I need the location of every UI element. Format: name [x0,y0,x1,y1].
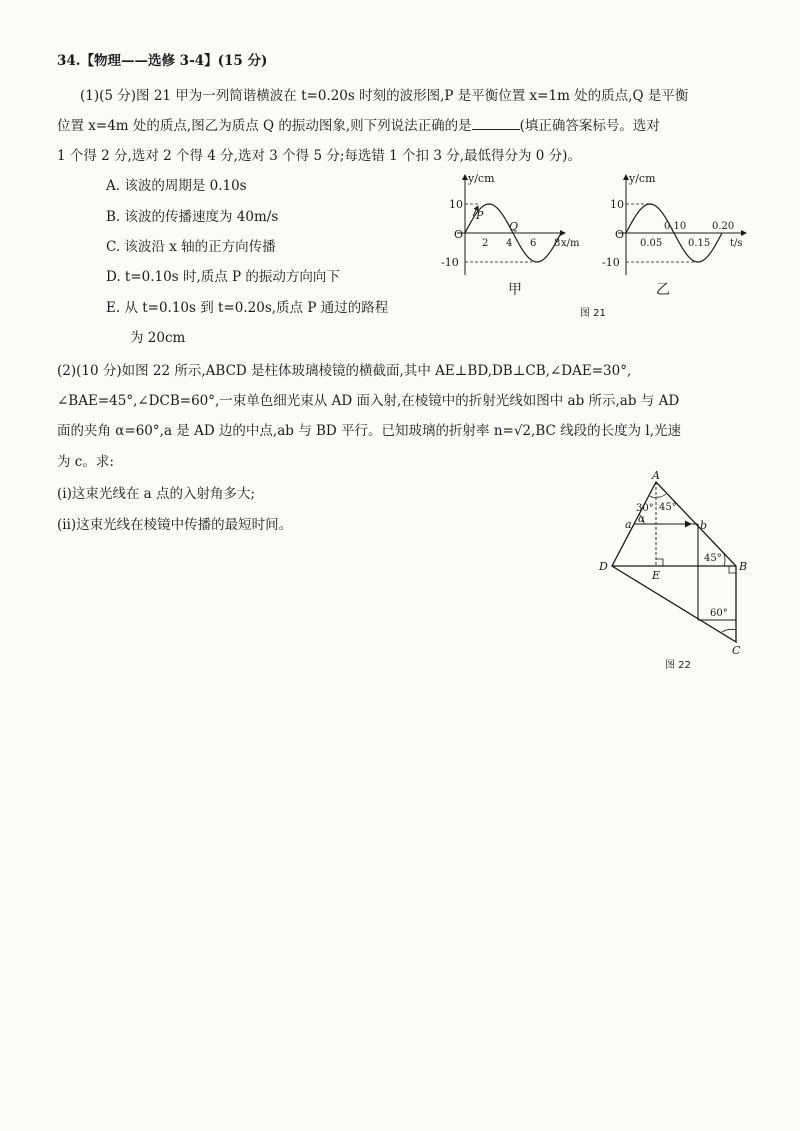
yi-y-tick-neg10: -10 [602,256,620,269]
yi-x-tick-0.15: 0.15 [688,238,711,249]
yi-x-tick-0.05: 0.05 [640,238,663,249]
figure-21-jia-label: 甲 [508,282,522,298]
label-b-vertex: B [739,560,748,573]
part1-line2-start: 位置 x=4m 处的质点,图乙为质点 Q 的振动图象,则下列说法正确的是 [57,118,472,134]
yi-y-label: y/cm [629,172,656,185]
angle-45-top: 45° [659,502,677,513]
figure-22-prism-diagram [592,470,762,655]
part1-line2-end: (填正确答案标号。选对 [519,118,660,134]
label-c: C [732,644,741,657]
figure-21-yi-label: 乙 [656,282,670,298]
jia-x-label: x/m [561,238,580,249]
option-a: A. 该波的周期是 0.10s [106,178,247,194]
arc-45-b [724,554,725,566]
label-e: E [652,569,661,582]
angle-60: 60° [710,608,728,619]
jia-y-tick-neg10: -10 [441,256,459,269]
part2-line1: (2)(10 分)如图 22 所示,ABCD 是柱体玻璃棱镜的横截面,其中 AE⊥BD,DB⊥CB,∠DAE=30°, [57,363,632,379]
question-ii: (ⅱ)这束光线在棱镜中传播的最短时间。 [57,517,293,533]
jia-x-tick-8: 8 [554,238,561,249]
part2-line3: 面的夹角 α=60°,a 是 AD 边的中点,ab 与 BD 平行。已知玻璃的折射率 n=√2,BC 线段的长度为 l,光速 [57,423,682,439]
part1-line3: 1 个得 2 分,选对 2 个得 4 分,选对 3 个得 5 分;每选错 1 个扣 3 分,最低得分为 0 分)。 [57,148,581,164]
arc-30 [650,496,656,498]
jia-point-p: P [476,209,484,222]
answer-blank [472,117,520,130]
ray-ab-arrowhead [685,521,692,528]
label-a-point: a [625,518,632,531]
figure-21-jia-wave-graph [435,170,580,280]
angle-30: 30° [636,503,654,514]
angle-45-b: 45° [704,553,722,564]
jia-y-tick-10: 10 [449,198,463,211]
right-angle-e [656,559,663,566]
arc-60-c [722,629,736,632]
label-alpha: α [638,514,645,525]
part1-line2 [57,117,660,135]
jia-x-tick-2: 2 [482,238,489,249]
part2-line4: 为 c。求: [57,454,114,470]
jia-y-label: y/cm [468,172,495,185]
label-a-vertex: A [652,469,660,482]
option-b: B. 该波的传播速度为 40m/s [106,209,279,225]
right-angle-b [729,566,736,573]
option-d: D. t=0.10s 时,质点 P 的振动方向向下 [106,269,340,285]
option-e-continued: 为 20cm [130,330,186,346]
figure-21-caption: 图 21 [580,308,606,319]
option-e: E. 从 t=0.10s 到 t=0.20s,质点 P 通过的路程 [106,300,389,316]
arc-45-top [656,494,666,497]
question-i: (ⅰ)这束光线在 a 点的入射角多大; [57,486,256,502]
figure-21-yi-vibration-graph [600,170,750,280]
yi-y-tick-10: 10 [610,198,624,211]
jia-x-tick-4: 4 [506,238,513,249]
yi-x-tick-0.10: 0.10 [664,221,687,232]
option-c: C. 该波沿 x 轴的正方向传播 [106,239,276,255]
jia-origin: O [454,228,464,241]
yi-x-tick-0.20: 0.20 [712,221,735,232]
part1-line1: (1)(5 分)图 21 甲为一列简谐横波在 t=0.20s 时刻的波形图,P 是平衡位置 x=1m 处的质点,Q 是平衡 [80,88,689,104]
figure-22-caption: 图 22 [665,660,691,671]
jia-point-q: Q [509,220,519,233]
yi-origin: O [615,228,625,241]
jia-x-tick-6: 6 [530,238,537,249]
part2-line2: ∠BAE=45°,∠DCB=60°,一束单色细光束从 AD 面入射,在棱镜中的折射光线如图中 ab 所示,ab 与 AD [57,393,680,409]
label-b-point: b [700,519,708,532]
label-d: D [599,560,608,573]
yi-x-label: t/s [730,238,743,249]
question-heading: 34.【物理——选修 3-4】(15 分) [57,53,268,69]
